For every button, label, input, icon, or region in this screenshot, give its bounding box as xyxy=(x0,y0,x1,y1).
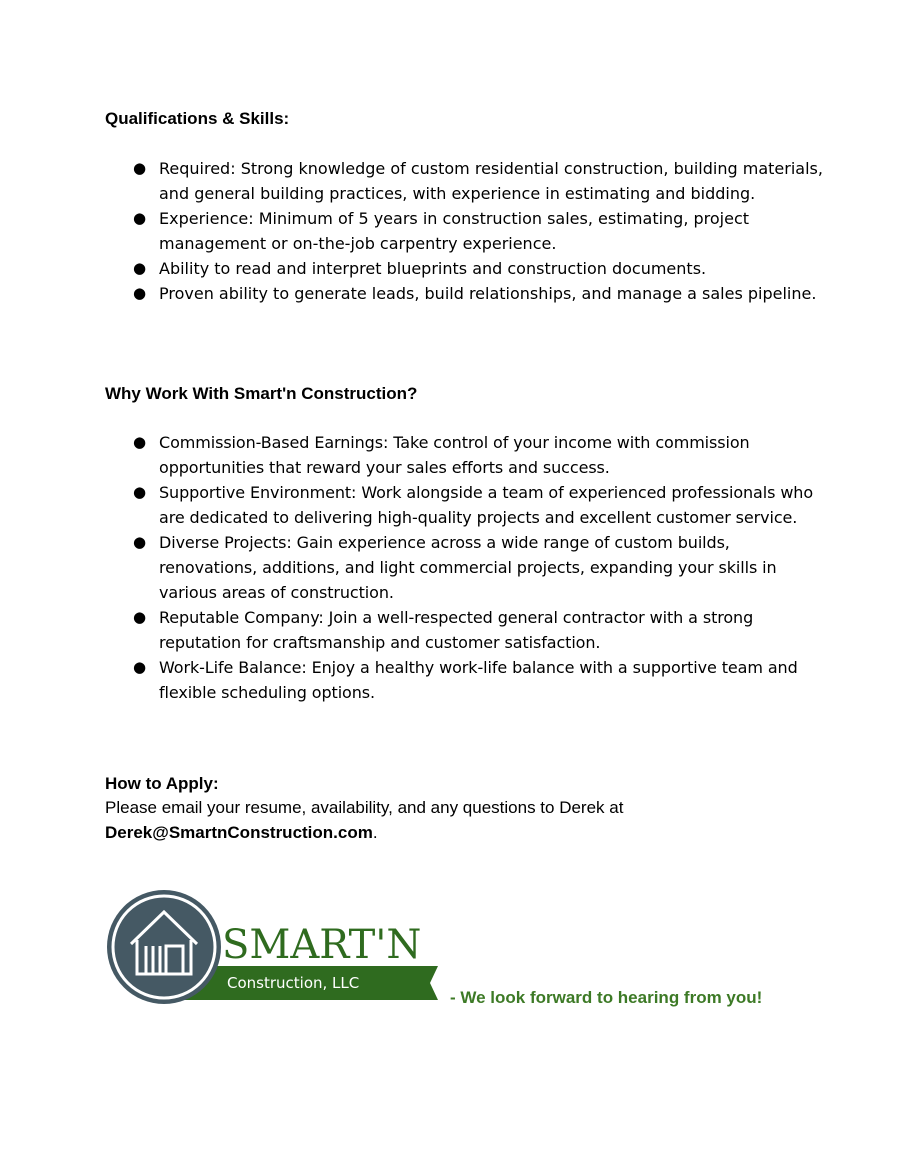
list-item-text: Diverse Projects: Gain experience across a wide range of custom builds, renovations, additions, and light commercial projects, expanding your skills in various areas of construction. xyxy=(159,533,777,602)
bullet-icon: ● xyxy=(133,483,146,501)
smartn-logo xyxy=(104,888,444,1006)
apply-period: . xyxy=(372,823,378,842)
list-item xyxy=(105,256,825,281)
list-item-text: Experience: Minimum of 5 years in construction sales, estimating, project management or on-the-job carpentry experience. xyxy=(159,209,750,253)
bullet-icon: ● xyxy=(133,259,147,277)
list-item-text: Ability to read and interpret blueprints and construction documents. xyxy=(159,259,707,278)
bullet-icon: ● xyxy=(133,159,147,177)
list-item xyxy=(105,530,825,605)
apply-instructions: Please email your resume, availability, and any questions to Derek at xyxy=(105,798,624,817)
why-work-list xyxy=(105,430,825,705)
how-to-apply-heading: How to Apply: xyxy=(105,774,219,793)
qualifications-list xyxy=(105,156,825,306)
list-item xyxy=(105,156,825,206)
bullet-icon: ● xyxy=(133,533,146,551)
logo-subtitle: Construction, LLC xyxy=(227,974,360,992)
qualifications-heading: Qualifications & Skills: xyxy=(105,109,290,128)
list-item xyxy=(105,430,825,480)
list-item-text: Commission-Based Earnings: Take control of your income with commission opportunities that reward your sales efforts and success. xyxy=(159,433,750,477)
bullet-icon: ● xyxy=(133,658,146,676)
bullet-icon: ● xyxy=(133,209,147,227)
why-heading: Why Work With Smart'n Construction? xyxy=(105,384,418,403)
list-item-text: Reputable Company: Join a well-respected general contractor with a strong reputation for craftsmanship and customer satisfaction. xyxy=(159,608,754,652)
logo-name: SMART'N xyxy=(222,922,422,968)
how-to-apply-text xyxy=(105,795,623,845)
list-item xyxy=(105,281,825,306)
bullet-icon: ● xyxy=(133,433,146,451)
logo-circle xyxy=(107,890,221,1004)
list-item xyxy=(105,605,825,655)
list-item-text: Supportive Environment: Work alongside a team of experienced professionals who are dedicated to delivering high-quality projects and excellent customer service. xyxy=(159,483,814,527)
list-item-text: Proven ability to generate leads, build relationships, and manage a sales pipeline. xyxy=(159,284,817,303)
bullet-icon: ● xyxy=(133,284,147,302)
list-item-text: Required: Strong knowledge of custom residential construction, building materials, and general building practices, with experience in estimating and bidding. xyxy=(159,159,823,203)
list-item xyxy=(105,655,825,705)
bullet-icon: ● xyxy=(133,608,146,626)
contact-email[interactable]: Derek@SmartnConstruction.com xyxy=(105,823,373,842)
list-item-text: Work-Life Balance: Enjoy a healthy work-life balance with a supportive team and flexible scheduling options. xyxy=(159,658,798,702)
closing-tagline: - We look forward to hearing from you! xyxy=(450,988,763,1007)
list-item xyxy=(105,480,825,530)
list-item xyxy=(105,206,825,256)
